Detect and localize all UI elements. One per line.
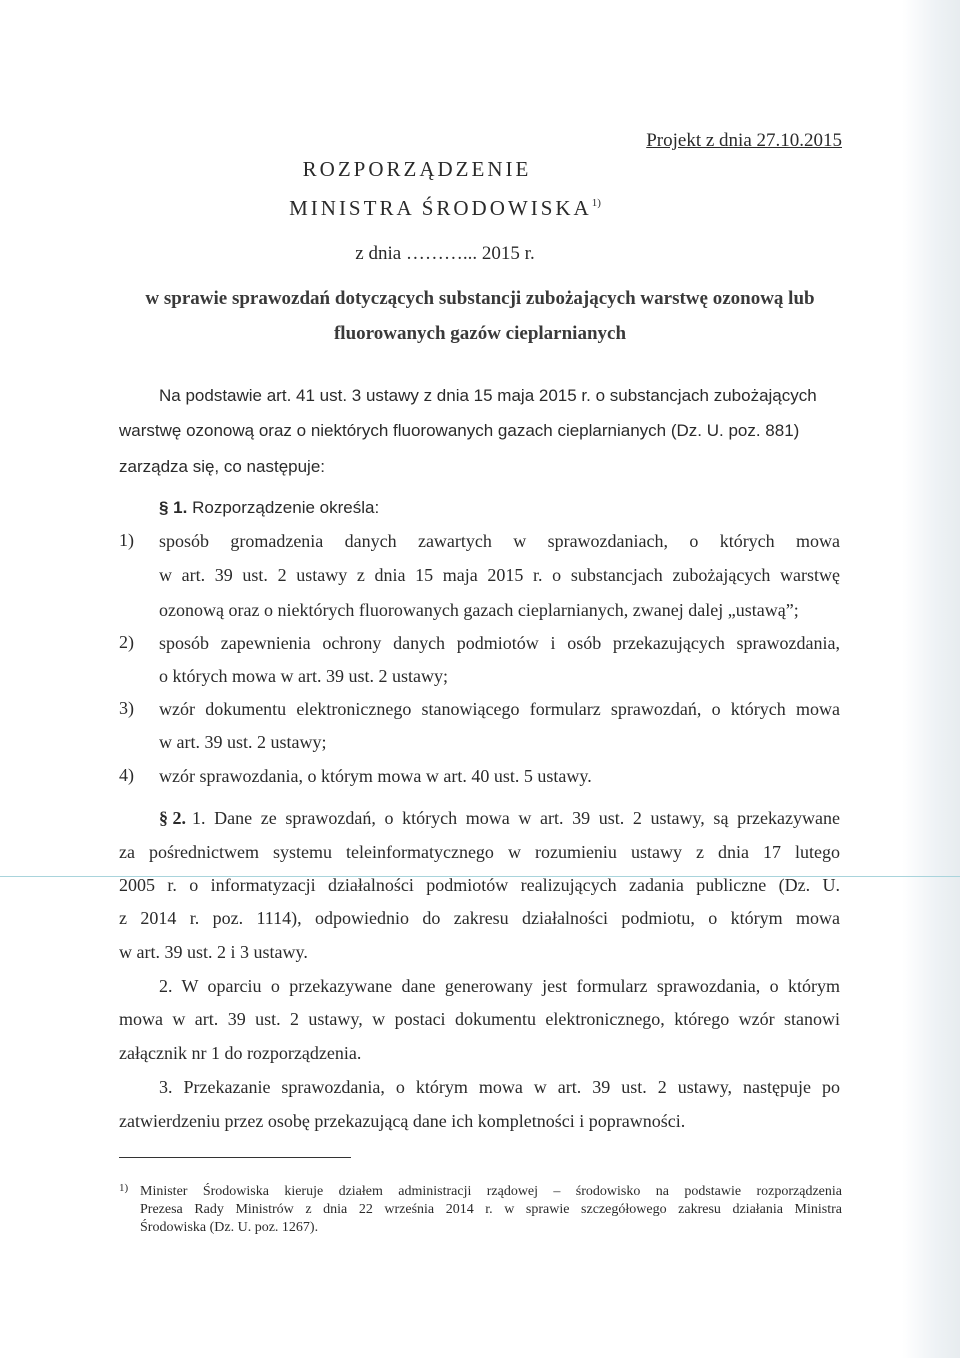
section-mark: § 2. [159,808,186,828]
footnote-line: Prezesa Rady Ministrów z dnia 22 września 2014 r. w sprawie szczegółowego zakresu działania Ministra [140,1202,842,1217]
paragraph-line: mowa w art. 39 ust. 2 ustawy, w postaci dokumentu elektronicznego, którego wzór stanowi [119,1009,840,1029]
subject-line: fluorowanych gazów cieplarnianych [333,323,627,344]
footnote-line: Środowiska (Dz. U. poz. 1267). [140,1220,319,1235]
project-date: Projekt z dnia 27.10.2015 [646,130,842,151]
section-mark: § 1. [159,498,188,517]
list-item-line: wzór sprawozdania, o którym mowa w art. 40 ust. 5 ustawy. [159,766,592,786]
list-number: 4) [119,765,134,785]
list-number: 3) [119,698,134,718]
paragraph-line: załącznik nr 1 do rozporządzenia. [119,1043,362,1063]
footnote-line: Minister Środowiska kieruje działem administracji rządowej – środowisko na podstawie rozporządzenia [140,1184,842,1199]
preamble-line: Na podstawie art. 41 ust. 3 ustawy z dnia 15 maja 2015 r. o substancjach zubożających [159,386,817,405]
list-item-line: sposób gromadzenia danych zawartych w sprawozdaniach, o których mowa [159,531,840,551]
list-item-line: o których mowa w art. 39 ust. 2 ustawy; [159,666,448,686]
paragraph-line: za pośrednictwem systemu teleinformatycznego w rozumieniu ustawy z dnia 17 lutego [119,842,840,862]
paragraph-line: z 2014 r. poz. 1114), odpowiednio do zakresu działalności podmiotu, o którym mowa [119,908,840,928]
paragraph-line: zatwierdzeniu przez osobę przekazującą dane ich kompletności i poprawności. [119,1111,686,1131]
list-item-line: sposób zapewnienia ochrony danych podmiotów i osób przekazujących sprawozdania, [159,633,840,653]
footnote-separator [119,1157,351,1158]
preamble-line: warstwę ozonową oraz o niektórych fluorowanych gazach cieplarnianych (Dz. U. poz. 881) [119,421,800,440]
list-item-line: w art. 39 ust. 2 ustawy; [159,732,327,752]
footnote-mark: 1) [119,1182,129,1194]
list-number: 2) [119,632,134,652]
section-1-intro: § 1. Rozporządzenie określa: [159,498,380,517]
list-number: 1) [119,530,134,550]
paragraph-line: 3. Przekazanie sprawozdania, o którym mowa w art. 39 ust. 2 ustawy, następuje po [159,1077,840,1097]
list-item-line: w art. 39 ust. 2 ustawy z dnia 15 maja 2015 r. o substancjach zubożających warstwę [159,565,840,585]
footnote-ref: 1) [591,197,601,209]
subject-line: w sprawie sprawozdań dotyczących substancji zubożających warstwę ozonową lub [145,288,815,309]
preamble-line: zarządza się, co następuje: [119,457,326,476]
paragraph-line: 2005 r. o informatyzacji działalności podmiotów realizujących zadania publiczne (Dz. U. [119,875,840,895]
list-item-line: ozonową oraz o niektórych fluorowanych gazach cieplarnianych, zwanej dalej „ustawą”; [159,600,799,620]
section-2-line: § 2. 1. Dane ze sprawozdań, o których mowa w art. 39 ust. 2 ustawy, są przekazywane [159,808,840,828]
list-item-line: wzór dokumentu elektronicznego stanowiącego formularz sprawozdań, o których mowa [159,699,840,719]
document-title: ROZPORZĄDZENIE [302,157,532,181]
document-issuer: MINISTRA ŚRODOWISKA$^{1)}$ [289,196,601,220]
document-date: z dnia ………... 2015 r. [355,243,535,264]
paragraph-line: 2. W oparciu o przekazywane dane generowany jest formularz sprawozdania, o którym [159,976,840,996]
paragraph-line: w art. 39 ust. 2 i 3 ustawy. [119,942,308,962]
